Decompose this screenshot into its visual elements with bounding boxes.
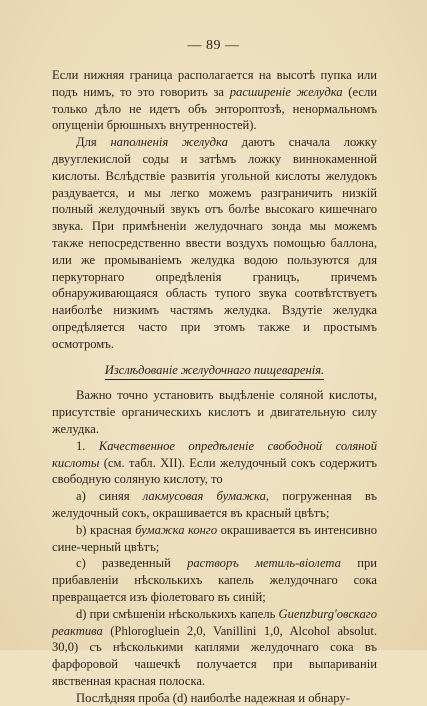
section-heading xyxy=(52,362,377,381)
item-1 xyxy=(52,438,377,488)
item-c xyxy=(52,555,377,605)
item-b-text-1: b) красная xyxy=(76,522,136,537)
item-c-text-1: c) разведенный xyxy=(76,556,188,571)
item-c-text-2: при прибавленіи нѣсколькихъ капель желудочнаго сока превращается изъ фіолетоваго въ синій; xyxy=(52,556,377,604)
paragraph-filling-text-1: Для xyxy=(76,135,111,150)
item-1-text-2: (см. табл. XII). Если желудочный сокъ содержитъ свободную соляную кислоту, то xyxy=(52,455,377,487)
page-number: — 89 — xyxy=(187,38,240,53)
paragraph-dilation-text-1: Если нижняя граница располагается на высотѣ пупка или подъ нимъ, то это говорить за xyxy=(52,68,377,99)
item-a-text-2: , погруженная въ желудочный сокъ, окрашивается въ красный цвѣтъ; xyxy=(52,489,377,520)
paragraph-intro: Важно точно установить выдѣленіе соляной кислоты, присутствіе органическихъ кислотъ и двигательную силу желудка. xyxy=(52,388,377,436)
item-d xyxy=(52,606,377,690)
section-heading-text: Изслѣдованіе желудочнаго пищеваренія. xyxy=(105,362,324,381)
term-dilation: расширеніе желудка xyxy=(229,84,343,99)
item-a-text-1: a) синяя xyxy=(76,489,143,504)
paragraph-dilation-text-2: (если только дѣло не идетъ объ энтороптозѣ, ненормальномъ опущеніи брюшныхъ внутренностей). xyxy=(52,84,377,133)
paragraph-last: Послѣдняя проба (d) наиболѣе надежная и обнару- xyxy=(76,690,350,705)
term-filling: наполненія желудка xyxy=(110,135,228,150)
term-methyl-violet: растворъ метиль-віолета xyxy=(187,556,341,571)
paragraph-filling-text-2: даютъ сначала ложку двууглекислой соды и затѣмъ ложку виннокаменной кислоты. Вслѣдствіе развитія угольной кислоты желудокъ раздувается, и мы легко можемъ разграничить низкій полный желудочный звукъ отъ болѣе высокаго кишечнаго звука. При примѣненіи желудочнаго зонда мы можемъ также непосредственно ввести воздухъ помощью баллона, или же промываніемъ желудка водою пользуются для перкуторнаго опредѣленія границъ, причемъ обнаруживающаяся область тупого звука соотвѣтствуетъ наиболѣе низкимъ частямъ желудка. Вздутіе желудка опредѣляется часто при этомъ также и простымъ осмотромъ. xyxy=(52,135,377,351)
item-1-text-1: 1. xyxy=(76,438,99,453)
item-b xyxy=(52,522,377,556)
term-guenzburg: Guenzburg'овскаго реактива xyxy=(52,606,377,638)
term-qualitative: Качественное опредѣленіе свободной соляной кислоты xyxy=(52,438,378,470)
paragraph-filling xyxy=(52,134,377,352)
item-a xyxy=(52,488,377,522)
item-d-text-1: d) при смѣшеніи нѣсколькихъ капель xyxy=(76,606,279,621)
paragraph-dilation xyxy=(52,67,377,134)
item-d-text-2: (Phlorogluein 2,0, Vanillini 1,0, Alcohol absolut. 30,0) съ нѣсколькими каплями желудочнаго сока въ фарфоровой чашечкѣ получается при выпариваніи явственная красная полоска. xyxy=(52,623,377,688)
term-congo: бумажка конго xyxy=(135,522,218,537)
term-litmus: лакмусовая бумажка xyxy=(142,489,266,504)
item-b-text-2: окрашивается въ интенсивно сине-черный цвѣтъ; xyxy=(52,522,377,554)
page-text xyxy=(52,67,377,706)
